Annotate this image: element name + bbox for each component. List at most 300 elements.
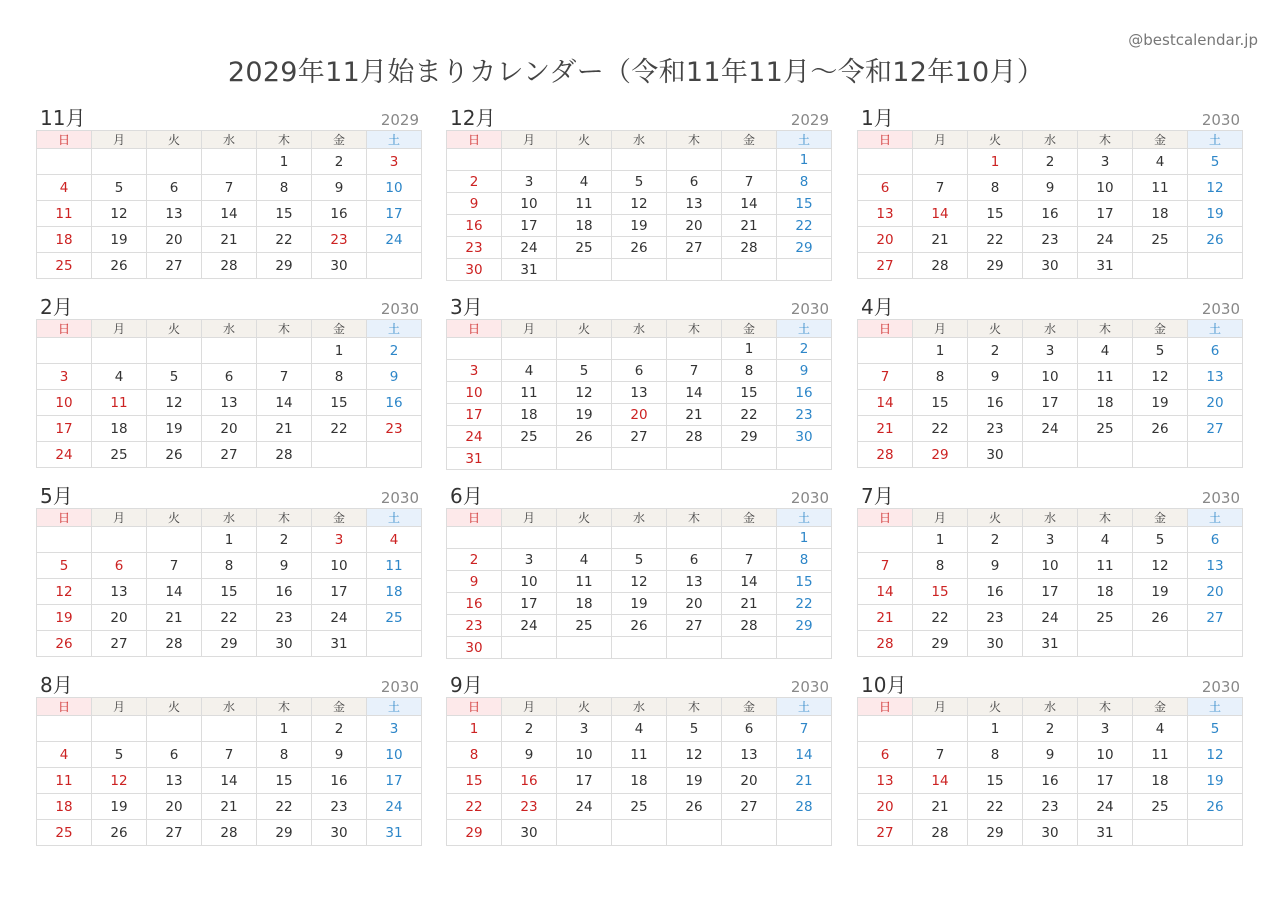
day-cell: 12 — [147, 390, 202, 416]
weekday-label: 火 — [147, 698, 202, 716]
day-cell: 8 — [777, 171, 832, 193]
day-cell: 25 — [1078, 605, 1133, 631]
day-cell: 1 — [913, 527, 968, 553]
day-cell: 27 — [147, 253, 202, 279]
day-cell: 11 — [1078, 364, 1133, 390]
weekday-label: 土 — [777, 320, 832, 338]
weekday-label: 月 — [502, 509, 557, 527]
empty-cell — [557, 820, 612, 846]
month-table — [446, 319, 832, 470]
day-cell: 9 — [1023, 742, 1078, 768]
day-cell: 13 — [92, 579, 147, 605]
weekday-label: 土 — [367, 320, 422, 338]
day-cell: 7 — [858, 364, 913, 390]
day-cell: 25 — [37, 253, 92, 279]
day-cell: 28 — [722, 615, 777, 637]
empty-cell — [722, 820, 777, 846]
week-row — [858, 364, 1243, 390]
day-cell: 27 — [722, 794, 777, 820]
day-cell: 27 — [667, 237, 722, 259]
day-cell: 5 — [147, 364, 202, 390]
empty-cell — [557, 527, 612, 549]
empty-cell — [667, 448, 722, 470]
weekday-label: 土 — [1188, 320, 1243, 338]
day-cell: 6 — [858, 742, 913, 768]
day-cell: 16 — [968, 579, 1023, 605]
day-cell: 2 — [1023, 716, 1078, 742]
empty-cell — [1133, 253, 1188, 279]
day-cell: 2 — [312, 716, 367, 742]
empty-cell — [92, 149, 147, 175]
month-year: 2030 — [380, 678, 419, 696]
empty-cell — [367, 442, 422, 468]
empty-cell — [1133, 442, 1188, 468]
day-cell: 19 — [1188, 768, 1243, 794]
weekday-label: 月 — [502, 320, 557, 338]
day-cell: 29 — [202, 631, 257, 657]
empty-cell — [502, 448, 557, 470]
day-cell: 21 — [202, 794, 257, 820]
day-cell: 19 — [557, 404, 612, 426]
day-cell: 8 — [913, 553, 968, 579]
weekday-label: 金 — [312, 320, 367, 338]
day-cell: 17 — [312, 579, 367, 605]
weekday-label: 金 — [722, 320, 777, 338]
day-cell: 23 — [1023, 227, 1078, 253]
day-cell: 2 — [968, 527, 1023, 553]
day-cell: 23 — [312, 227, 367, 253]
day-cell: 29 — [968, 253, 1023, 279]
empty-cell — [147, 149, 202, 175]
day-cell: 22 — [913, 416, 968, 442]
day-cell: 31 — [447, 448, 502, 470]
day-cell: 6 — [147, 742, 202, 768]
weekday-header-row — [37, 698, 422, 716]
week-row — [858, 742, 1243, 768]
day-cell: 26 — [1188, 227, 1243, 253]
month-calendar — [857, 107, 1243, 279]
empty-cell — [858, 716, 913, 742]
day-cell: 24 — [502, 237, 557, 259]
day-cell: 17 — [367, 201, 422, 227]
weekday-label: 火 — [147, 131, 202, 149]
day-cell: 26 — [612, 237, 667, 259]
day-cell: 22 — [913, 605, 968, 631]
weekday-label: 月 — [502, 131, 557, 149]
week-row — [447, 171, 832, 193]
day-cell: 4 — [502, 360, 557, 382]
weekday-label: 水 — [202, 131, 257, 149]
weekday-label: 日 — [37, 320, 92, 338]
day-cell: 27 — [1188, 416, 1243, 442]
weekday-label: 火 — [968, 320, 1023, 338]
empty-cell — [312, 442, 367, 468]
week-row — [447, 527, 832, 549]
day-cell: 14 — [722, 571, 777, 593]
month-header — [446, 296, 832, 318]
day-cell: 26 — [1188, 794, 1243, 820]
day-cell: 23 — [968, 605, 1023, 631]
weekday-label: 火 — [147, 320, 202, 338]
week-row — [37, 553, 422, 579]
day-cell: 31 — [367, 820, 422, 846]
week-row — [858, 794, 1243, 820]
day-cell: 13 — [1188, 364, 1243, 390]
day-cell: 19 — [612, 215, 667, 237]
day-cell: 10 — [502, 571, 557, 593]
day-cell: 18 — [37, 227, 92, 253]
day-cell: 26 — [667, 794, 722, 820]
day-cell: 24 — [447, 426, 502, 448]
day-cell: 14 — [257, 390, 312, 416]
day-cell: 10 — [37, 390, 92, 416]
day-cell: 19 — [147, 416, 202, 442]
week-row — [858, 416, 1243, 442]
day-cell: 4 — [557, 549, 612, 571]
week-row — [447, 794, 832, 820]
month-name: 9月 — [450, 673, 483, 697]
weekday-label: 木 — [667, 509, 722, 527]
day-cell: 17 — [502, 593, 557, 615]
day-cell: 25 — [37, 820, 92, 846]
day-cell: 4 — [1133, 149, 1188, 175]
day-cell: 23 — [1023, 794, 1078, 820]
day-cell: 9 — [968, 364, 1023, 390]
day-cell: 11 — [1078, 553, 1133, 579]
day-cell: 8 — [777, 549, 832, 571]
weekday-label: 火 — [968, 698, 1023, 716]
weekday-label: 日 — [37, 698, 92, 716]
day-cell: 11 — [502, 382, 557, 404]
day-cell: 28 — [913, 820, 968, 846]
month-header — [857, 485, 1243, 507]
month-calendar — [446, 485, 832, 659]
day-cell: 18 — [367, 579, 422, 605]
week-row — [37, 201, 422, 227]
empty-cell — [1188, 820, 1243, 846]
day-cell: 17 — [1023, 390, 1078, 416]
day-cell: 26 — [1133, 416, 1188, 442]
day-cell: 3 — [557, 716, 612, 742]
day-cell: 28 — [858, 631, 913, 657]
day-cell: 23 — [968, 416, 1023, 442]
day-cell: 30 — [968, 631, 1023, 657]
day-cell: 16 — [1023, 201, 1078, 227]
page-title: 2029年11月始まりカレンダー（令和11年11月〜令和12年10月） — [227, 57, 1045, 88]
day-cell: 30 — [312, 820, 367, 846]
empty-cell — [557, 149, 612, 171]
weekday-label: 水 — [612, 131, 667, 149]
empty-cell — [1133, 820, 1188, 846]
day-cell: 18 — [92, 416, 147, 442]
day-cell: 28 — [147, 631, 202, 657]
empty-cell — [557, 448, 612, 470]
month-calendar — [857, 296, 1243, 468]
empty-cell — [147, 716, 202, 742]
day-cell: 28 — [913, 253, 968, 279]
day-cell: 23 — [257, 605, 312, 631]
month-name: 12月 — [450, 106, 496, 130]
week-row — [858, 605, 1243, 631]
month-table — [857, 697, 1243, 846]
day-cell: 12 — [1133, 553, 1188, 579]
day-cell: 18 — [1133, 768, 1188, 794]
day-cell: 3 — [367, 716, 422, 742]
day-cell: 21 — [913, 227, 968, 253]
day-cell: 18 — [37, 794, 92, 820]
empty-cell — [1188, 631, 1243, 657]
week-row — [447, 259, 832, 281]
day-cell: 11 — [92, 390, 147, 416]
day-cell: 24 — [1023, 416, 1078, 442]
day-cell: 28 — [667, 426, 722, 448]
day-cell: 15 — [913, 390, 968, 416]
week-row — [447, 382, 832, 404]
day-cell: 23 — [447, 615, 502, 637]
day-cell: 11 — [557, 571, 612, 593]
weekday-label: 土 — [1188, 131, 1243, 149]
weekday-label: 木 — [1078, 509, 1133, 527]
empty-cell — [502, 338, 557, 360]
month-calendar — [446, 107, 832, 281]
month-header — [36, 485, 422, 507]
month-name: 5月 — [40, 484, 73, 508]
week-row — [447, 193, 832, 215]
day-cell: 16 — [312, 768, 367, 794]
day-cell: 14 — [858, 579, 913, 605]
day-cell: 15 — [202, 579, 257, 605]
weekday-label: 日 — [447, 698, 502, 716]
day-cell: 30 — [1023, 253, 1078, 279]
weekday-label: 日 — [447, 131, 502, 149]
day-cell: 8 — [312, 364, 367, 390]
day-cell: 9 — [447, 193, 502, 215]
day-cell: 4 — [1078, 527, 1133, 553]
week-row — [858, 390, 1243, 416]
day-cell: 14 — [858, 390, 913, 416]
day-cell: 13 — [667, 193, 722, 215]
day-cell: 29 — [913, 442, 968, 468]
day-cell: 31 — [1078, 253, 1133, 279]
month-year: 2030 — [790, 300, 829, 318]
day-cell: 24 — [367, 794, 422, 820]
day-cell: 31 — [1078, 820, 1133, 846]
week-row — [37, 364, 422, 390]
week-row — [447, 360, 832, 382]
month-year: 2029 — [380, 111, 419, 129]
day-cell: 13 — [858, 201, 913, 227]
month-table — [36, 697, 422, 846]
day-cell: 8 — [722, 360, 777, 382]
weekday-label: 金 — [722, 131, 777, 149]
week-row — [447, 404, 832, 426]
weekday-label: 月 — [92, 509, 147, 527]
day-cell: 23 — [312, 794, 367, 820]
weekday-label: 木 — [667, 320, 722, 338]
week-row — [447, 149, 832, 171]
empty-cell — [667, 338, 722, 360]
day-cell: 21 — [202, 227, 257, 253]
day-cell: 8 — [447, 742, 502, 768]
day-cell: 5 — [92, 175, 147, 201]
day-cell: 15 — [312, 390, 367, 416]
day-cell: 7 — [858, 553, 913, 579]
week-row — [37, 442, 422, 468]
day-cell: 22 — [257, 794, 312, 820]
day-cell: 3 — [1023, 527, 1078, 553]
weekday-label: 金 — [722, 698, 777, 716]
day-cell: 21 — [913, 794, 968, 820]
day-cell: 17 — [502, 215, 557, 237]
day-cell: 20 — [858, 794, 913, 820]
day-cell: 28 — [777, 794, 832, 820]
month-name: 10月 — [861, 673, 907, 697]
weekday-label: 土 — [367, 698, 422, 716]
weekday-label: 水 — [612, 509, 667, 527]
day-cell: 11 — [1133, 742, 1188, 768]
day-cell: 9 — [1023, 175, 1078, 201]
empty-cell — [777, 637, 832, 659]
day-cell: 24 — [312, 605, 367, 631]
empty-cell — [722, 149, 777, 171]
day-cell: 15 — [777, 571, 832, 593]
week-row — [37, 390, 422, 416]
week-row — [858, 820, 1243, 846]
weekday-header-row — [447, 509, 832, 527]
day-cell: 15 — [447, 768, 502, 794]
day-cell: 20 — [202, 416, 257, 442]
weekday-label: 土 — [777, 509, 832, 527]
day-cell: 16 — [777, 382, 832, 404]
weekday-label: 金 — [312, 131, 367, 149]
week-row — [447, 593, 832, 615]
empty-cell — [777, 820, 832, 846]
month-calendar — [36, 485, 422, 657]
empty-cell — [667, 149, 722, 171]
day-cell: 17 — [367, 768, 422, 794]
weekday-label: 木 — [257, 320, 312, 338]
day-cell: 2 — [502, 716, 557, 742]
empty-cell — [37, 716, 92, 742]
day-cell: 22 — [447, 794, 502, 820]
empty-cell — [202, 716, 257, 742]
empty-cell — [92, 338, 147, 364]
month-table — [446, 130, 832, 281]
weekday-label: 水 — [1023, 131, 1078, 149]
week-row — [37, 527, 422, 553]
day-cell: 4 — [37, 175, 92, 201]
day-cell: 21 — [257, 416, 312, 442]
day-cell: 10 — [1078, 742, 1133, 768]
week-row — [447, 571, 832, 593]
month-table — [36, 130, 422, 279]
weekday-header-row — [447, 131, 832, 149]
day-cell: 19 — [92, 794, 147, 820]
day-cell: 18 — [557, 593, 612, 615]
empty-cell — [502, 527, 557, 549]
empty-cell — [447, 149, 502, 171]
empty-cell — [722, 259, 777, 281]
day-cell: 12 — [1133, 364, 1188, 390]
day-cell: 29 — [722, 426, 777, 448]
month-header — [36, 674, 422, 696]
empty-cell — [667, 637, 722, 659]
week-row — [37, 820, 422, 846]
day-cell: 30 — [447, 259, 502, 281]
week-row — [447, 615, 832, 637]
day-cell: 14 — [147, 579, 202, 605]
empty-cell — [777, 259, 832, 281]
month-table — [36, 319, 422, 468]
day-cell: 17 — [37, 416, 92, 442]
day-cell: 25 — [557, 615, 612, 637]
week-row — [37, 175, 422, 201]
month-table — [446, 697, 832, 846]
weekday-label: 金 — [312, 509, 367, 527]
weekday-label: 月 — [92, 320, 147, 338]
empty-cell — [858, 338, 913, 364]
day-cell: 2 — [257, 527, 312, 553]
weekday-label: 木 — [667, 698, 722, 716]
day-cell: 24 — [1078, 794, 1133, 820]
day-cell: 17 — [447, 404, 502, 426]
week-row — [37, 768, 422, 794]
day-cell: 7 — [722, 549, 777, 571]
day-cell: 29 — [257, 253, 312, 279]
day-cell: 7 — [722, 171, 777, 193]
week-row — [858, 227, 1243, 253]
weekday-label: 日 — [858, 320, 913, 338]
day-cell: 9 — [447, 571, 502, 593]
day-cell: 13 — [147, 768, 202, 794]
day-cell: 4 — [92, 364, 147, 390]
day-cell: 5 — [1133, 338, 1188, 364]
empty-cell — [612, 637, 667, 659]
week-row — [858, 527, 1243, 553]
month-year: 2030 — [1201, 300, 1240, 318]
weekday-label: 火 — [147, 509, 202, 527]
month-table — [446, 508, 832, 659]
day-cell: 29 — [777, 237, 832, 259]
day-cell: 12 — [1188, 175, 1243, 201]
weekday-label: 土 — [367, 509, 422, 527]
week-row — [447, 716, 832, 742]
day-cell: 21 — [147, 605, 202, 631]
day-cell: 10 — [502, 193, 557, 215]
day-cell: 23 — [777, 404, 832, 426]
day-cell: 4 — [612, 716, 667, 742]
empty-cell — [612, 527, 667, 549]
day-cell: 14 — [722, 193, 777, 215]
empty-cell — [722, 448, 777, 470]
month-name: 11月 — [40, 106, 86, 130]
day-cell: 5 — [1188, 716, 1243, 742]
day-cell: 18 — [1078, 579, 1133, 605]
day-cell: 19 — [1133, 390, 1188, 416]
week-row — [447, 742, 832, 768]
day-cell: 21 — [858, 416, 913, 442]
day-cell: 12 — [37, 579, 92, 605]
day-cell: 1 — [777, 527, 832, 549]
week-row — [858, 716, 1243, 742]
empty-cell — [612, 448, 667, 470]
weekday-label: 日 — [37, 131, 92, 149]
day-cell: 22 — [777, 593, 832, 615]
day-cell: 10 — [367, 742, 422, 768]
day-cell: 16 — [312, 201, 367, 227]
day-cell: 11 — [612, 742, 667, 768]
day-cell: 10 — [1023, 553, 1078, 579]
